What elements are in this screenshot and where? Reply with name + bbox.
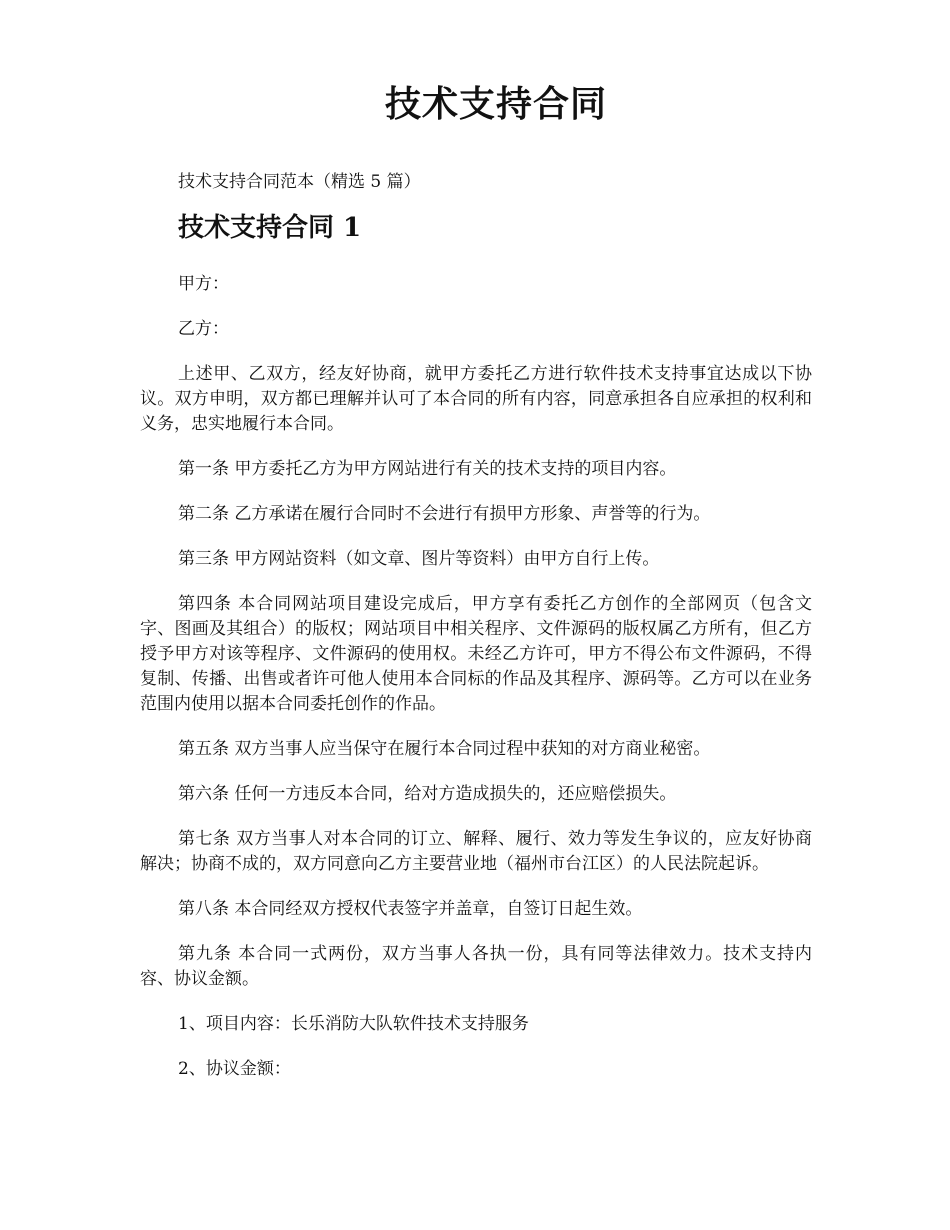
party-a-line: 甲方： — [178, 274, 229, 294]
article-5: 第五条 双方当事人应当保守在履行本合同过程中获知的对方商业秘密。 — [178, 739, 711, 759]
article-4: 第四条 本合同网站项目建设完成后，甲方享有委托乙方创作的全部网页（包含文字、图画及其组合）的版权；网站项目中相关程序、文件源码的版权属乙方所有，但乙方授予甲方对该等程序、文件源码的使用权。未经乙方许可，甲方不得公布文件源码，不得复制、传播、出售或者许可他人使用本合同标的作品及其程序、源码等。乙方可以在业务范围内使用以据本合同委托创作的作品。 — [140, 594, 812, 714]
article-7: 第七条 双方当事人对本合同的订立、解释、履行、效力等发生争议的，应友好协商解决；协商不成的，双方同意向乙方主要营业地（福州市台江区）的人民法院起诉。 — [140, 829, 812, 874]
article-1: 第一条 甲方委托乙方为甲方网站进行有关的技术支持的项目内容。 — [178, 459, 677, 479]
item-agreement-amount: 2、协议金额： — [178, 1059, 291, 1079]
article-6: 第六条 任何一方违反本合同，给对方造成损失的，还应赔偿损失。 — [178, 784, 677, 804]
item-project-content: 1、项目内容：长乐消防大队软件技术支持服务 — [178, 1014, 529, 1034]
preamble-paragraph: 上述甲、乙双方，经友好协商，就甲方委托乙方进行软件技术支持事宜达成以下协议。双方申明，双方都已理解并认可了本合同的所有内容，同意承担各自应承担的权利和义务，忠实地履行本合同。 — [140, 364, 812, 434]
article-3: 第三条 甲方网站资料（如文章、图片等资料）由甲方自行上传。 — [178, 549, 660, 569]
party-b-line: 乙方： — [178, 319, 229, 339]
section-heading: 技术支持合同 1 — [178, 213, 362, 243]
article-2: 第二条 乙方承诺在履行合同时不会进行有损甲方形象、声誉等的行为。 — [178, 504, 711, 524]
document-title: 技术支持合同 — [384, 83, 607, 125]
article-9: 第九条 本合同一式两份，双方当事人各执一份，具有同等法律效力。技术支持内容、协议金额。 — [140, 944, 812, 989]
article-8: 第八条 本合同经双方授权代表签字并盖章，自签订日起生效。 — [178, 899, 643, 919]
contract-body — [140, 272, 812, 1102]
document-subtitle: 技术支持合同范本（精选 5 篇） — [178, 172, 421, 192]
